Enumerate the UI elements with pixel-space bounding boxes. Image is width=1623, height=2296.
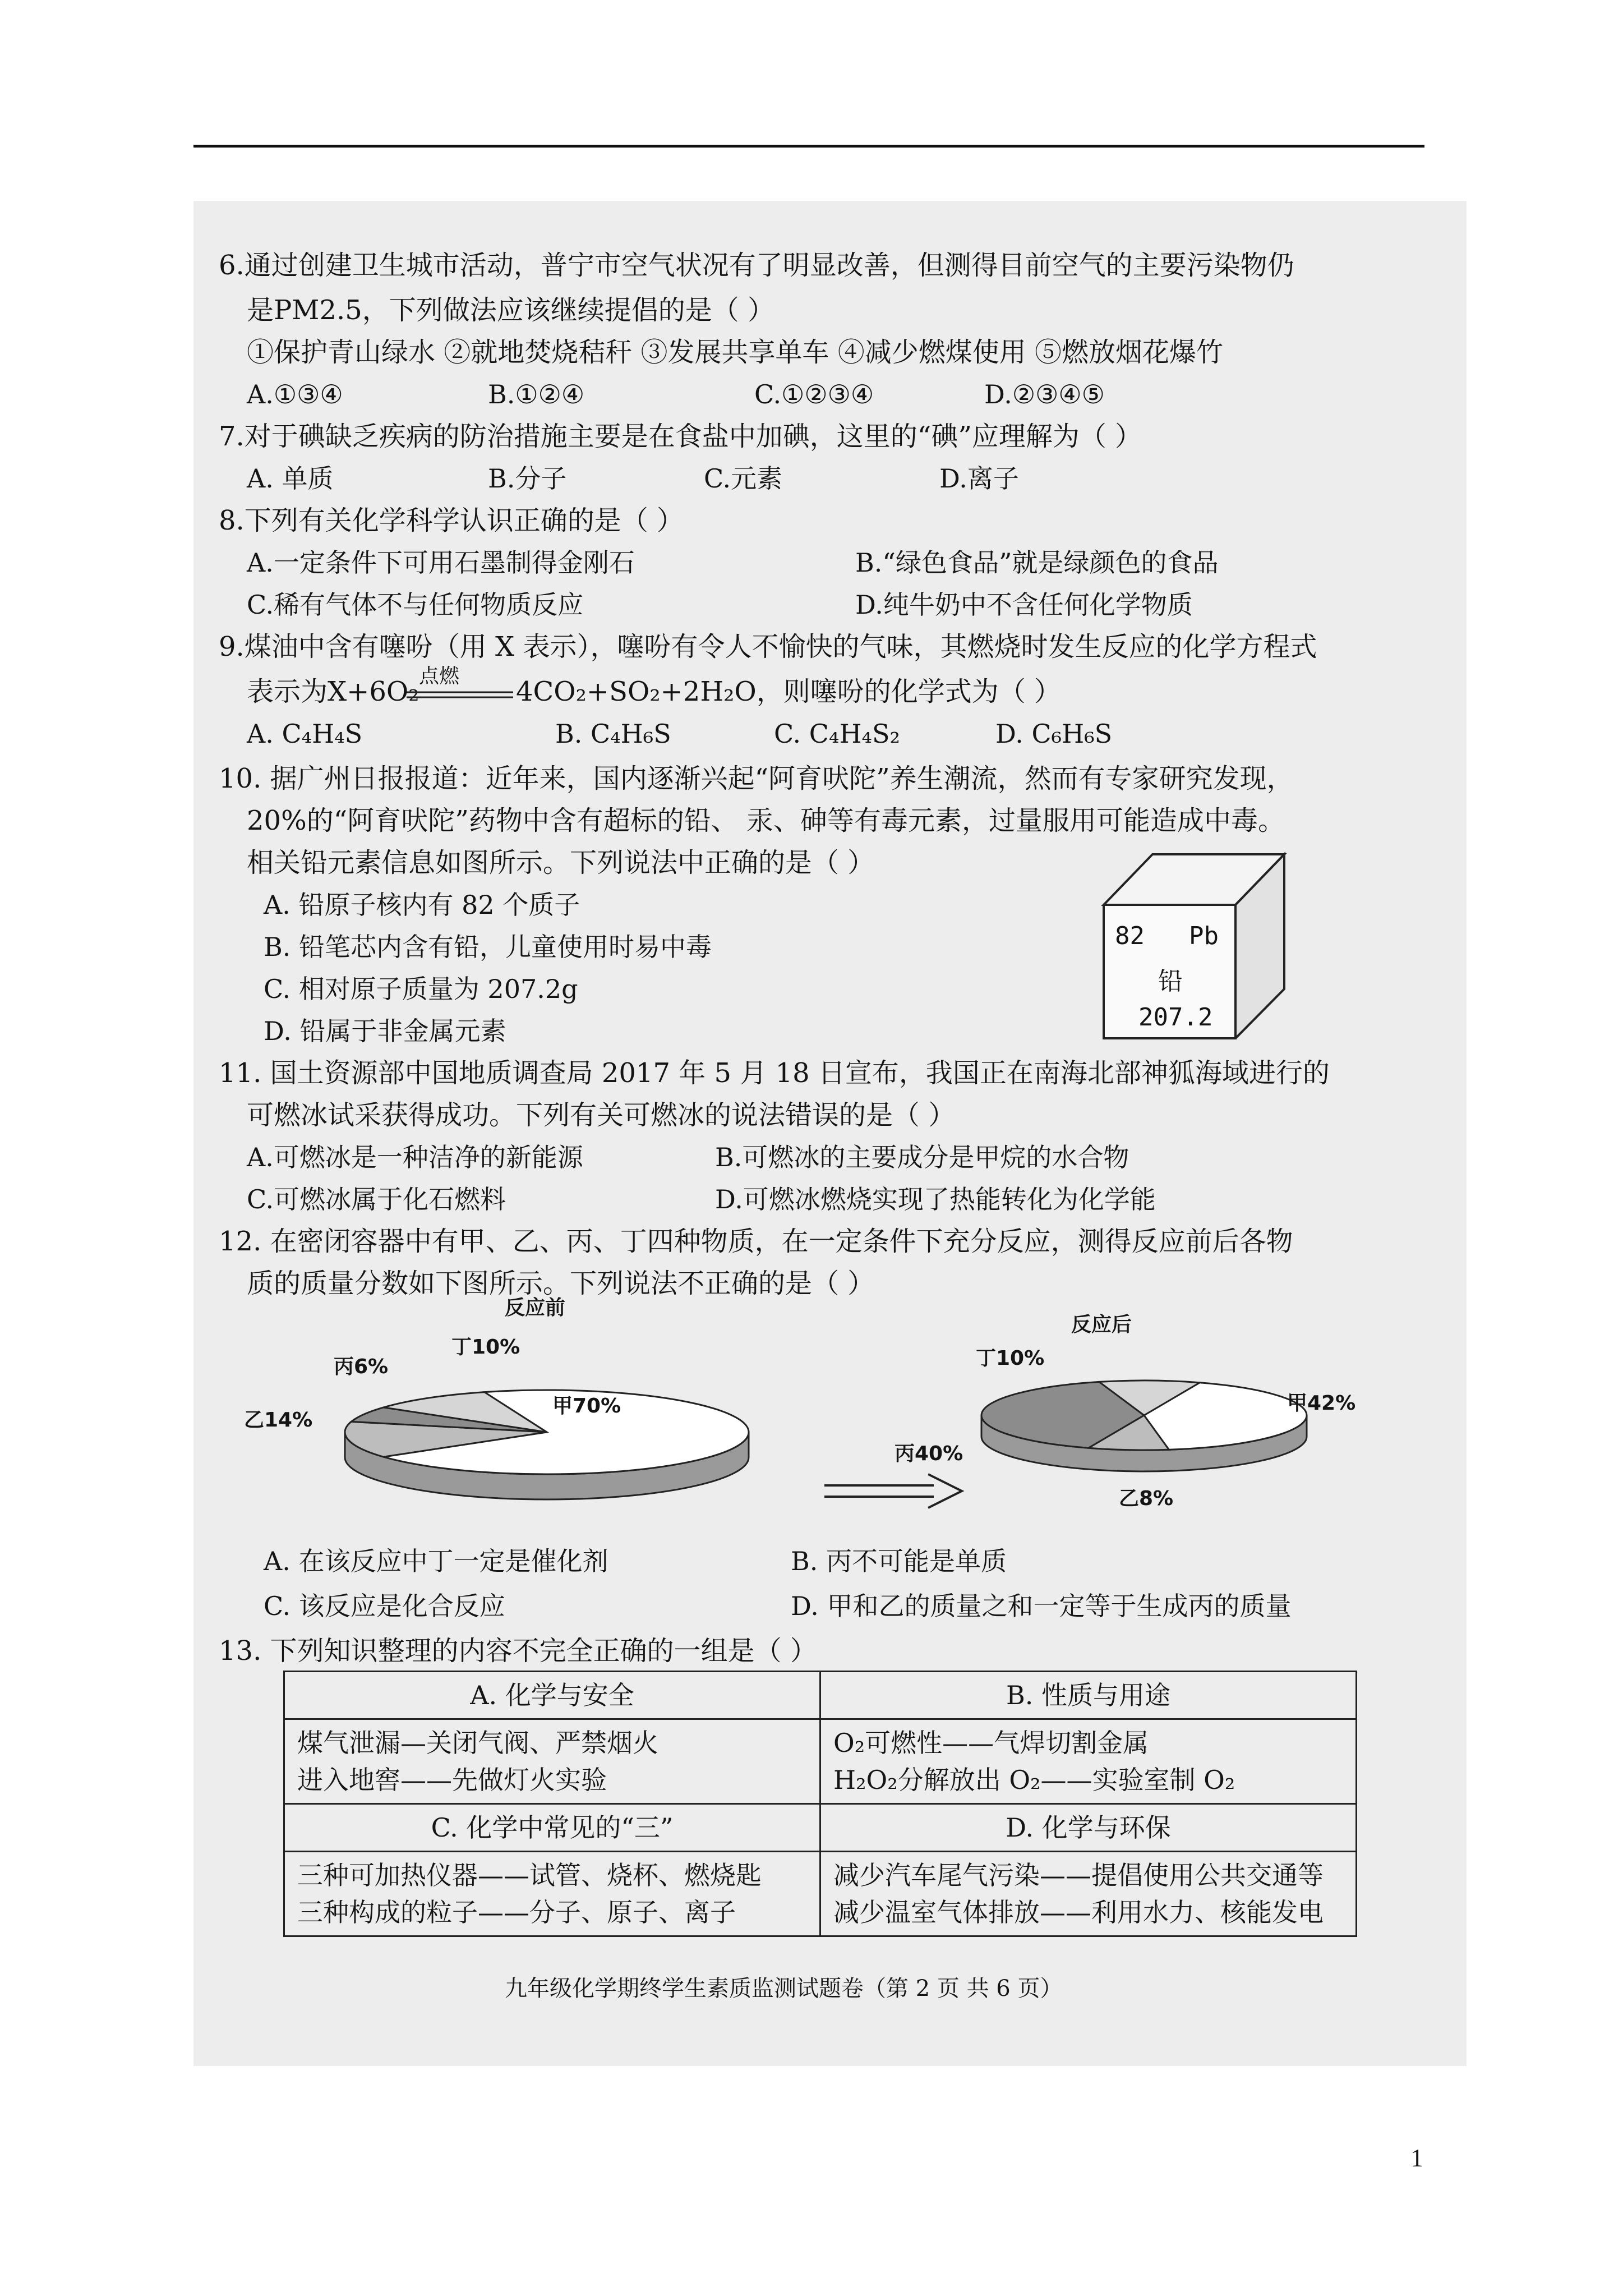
lead-element-card (1099, 849, 1290, 1039)
q11-option-a: A.可燃冰是一种洁净的新能源 (247, 1142, 583, 1172)
q13-cell-a-body (284, 1719, 820, 1804)
q6-option-d: D.②③④⑤ (984, 379, 1105, 409)
q7-option-b: B.分子 (488, 463, 567, 494)
q13-c-line1: 三种可加热仪器——试管、烧杯、燃烧匙 (297, 1860, 762, 1890)
q6-items: ①保护青山绿水 ②就地焚烧秸秆 ③发展共享单车 ④减少燃煤使用 ⑤燃放烟花爆竹 (247, 337, 1224, 368)
q10-stem-line1: 10. 据广州日报报道：近年来，国内逐渐兴起“阿育吠陀”养生潮流，然而有专家研究发现， (219, 763, 1294, 794)
q9-stem-line1: 9.煤油中含有噻吩（用 X 表示），噻吩有令人不愉快的气味，其燃烧时发生反应的化学方程式 (219, 631, 1317, 662)
q12-option-d: D. 甲和乙的质量之和一定等于生成丙的质量 (791, 1591, 1292, 1621)
q13-d-line1: 减少汽车尾气污染——提倡使用公共交通等 (833, 1860, 1324, 1890)
q6-option-c: C.①②③④ (754, 379, 874, 409)
scanned-exam-page (193, 201, 1467, 2066)
q13-cell-c-head: C. 化学中常见的“三” (284, 1804, 820, 1852)
q10-stem-line3: 相关铅元素信息如图所示。下列说法中正确的是（ ） (247, 847, 875, 878)
q10-option-b: B. 铅笔芯内含有铅，儿童使用时易中毒 (264, 932, 712, 962)
q9-equation-right: 4CO₂+SO₂+2H₂O，则噻吩的化学式为（ ） (516, 676, 1062, 707)
q7-option-a: A. 单质 (247, 463, 334, 494)
q13-knowledge-table (283, 1671, 1357, 1937)
pie-before-chart (334, 1384, 760, 1513)
q6-stem-line2: 是PM2.5，下列做法应该继续提倡的是（ ） (247, 295, 775, 326)
q7-option-d: D.离子 (939, 463, 1019, 494)
q13-a-line2: 进入地窖——先做灯火实验 (297, 1765, 607, 1795)
q12-option-a: A. 在该反应中丁一定是催化剂 (264, 1546, 608, 1576)
q7-stem: 7.对于碘缺乏疾病的防治措施主要是在食盐中加碘，这里的“碘”应理解为（ ） (219, 421, 1142, 452)
top-rule (193, 145, 1424, 148)
q11-stem-line2: 可燃冰试采获得成功。下列有关可燃冰的说法错误的是（ ） (247, 1099, 956, 1131)
q10-option-a: A. 铅原子核内有 82 个质子 (264, 890, 580, 920)
pie-after-chart (970, 1373, 1318, 1485)
element-symbol: Pb (1189, 922, 1219, 950)
pie-after-label-bing: 丙40% (895, 1442, 963, 1465)
q10-stem-line2: 20%的“阿育吠陀”药物中含有超标的铅、 汞、砷等有毒元素，过量服用可能造成中毒。 (247, 805, 1285, 836)
pie-before-title: 反应前 (505, 1296, 566, 1319)
q7-option-c: C.元素 (704, 463, 783, 494)
q12-option-c: C. 该反应是化合反应 (264, 1591, 505, 1621)
q9-option-a: A. C₄H₄S (247, 719, 363, 749)
q12-stem-line2: 质的质量分数如下图所示。下列说法不正确的是（ ） (247, 1268, 875, 1299)
q13-d-line2: 减少温室气体排放——利用水力、核能发电 (833, 1897, 1324, 1927)
pie-before-label-ding: 丁10% (451, 1336, 520, 1359)
q11-option-d: D.可燃冰燃烧实现了热能转化为化学能 (715, 1184, 1156, 1214)
pie-before-label-yi: 乙14% (244, 1409, 313, 1432)
pie-after-label-yi: 乙8% (1119, 1487, 1174, 1510)
q8-stem: 8.下列有关化学科学认识正确的是（ ） (219, 505, 684, 536)
q10-option-c: C. 相对原子质量为 207.2g (264, 974, 578, 1004)
reaction-arrow (822, 1471, 967, 1511)
pie-before-label-jia: 甲70% (552, 1395, 621, 1418)
q6-option-b: B.①②④ (488, 379, 585, 409)
q13-cell-d-head: D. 化学与环保 (820, 1804, 1357, 1852)
pie-after-label-ding: 丁10% (976, 1347, 1045, 1370)
q6-stem-line1: 6.通过创建卫生城市活动，普宁市空气状况有了明显改善，但测得目前空气的主要污染物仍 (219, 250, 1294, 281)
q9-equation-left: 表示为X+6O₂ (247, 676, 419, 707)
q9-option-b: B. C₄H₆S (555, 719, 671, 749)
page-footer: 九年级化学期终学生素质监测试题卷（第 2 页 共 6 页） (505, 1976, 1063, 2001)
q11-option-c: C.可燃冰属于化石燃料 (247, 1184, 506, 1214)
pie-after-label-jia: 甲42% (1287, 1392, 1356, 1415)
q13-stem: 13. 下列知识整理的内容不完全正确的一组是（ ） (219, 1635, 817, 1667)
page-number: 1 (1410, 2143, 1423, 2172)
q13-a-line1: 煤气泄漏—关闭气阀、严禁烟火 (297, 1728, 658, 1758)
q9-equation-double-bar (407, 690, 513, 701)
element-atomic-mass: 207.2 (1138, 1003, 1213, 1032)
q13-cell-d-body (820, 1852, 1357, 1936)
q8-option-a: A.一定条件下可用石墨制得金刚石 (247, 547, 635, 578)
q8-option-d: D.纯牛奶中不含任何化学物质 (855, 590, 1193, 620)
q6-option-a: A.①③④ (247, 379, 343, 409)
pie-after-title: 反应后 (1071, 1313, 1132, 1336)
q10-option-d: D. 铅属于非金属元素 (264, 1016, 506, 1046)
q13-c-line2: 三种构成的粒子——分子、原子、离子 (297, 1897, 736, 1927)
q8-option-b: B.“绿色食品”就是绿颜色的食品 (855, 547, 1219, 578)
q11-option-b: B.可燃冰的主要成分是甲烷的水合物 (715, 1142, 1129, 1172)
q8-option-c: C.稀有气体不与任何物质反应 (247, 590, 584, 620)
q12-stem-line1: 12. 在密闭容器中有甲、乙、丙、丁四种物质，在一定条件下充分反应，测得反应前后各物 (219, 1226, 1293, 1257)
element-atomic-number: 82 (1115, 922, 1145, 950)
q13-b-line2: H₂O₂分解放出 O₂——实验室制 O₂ (833, 1765, 1235, 1795)
q9-option-c: C. C₄H₄S₂ (774, 719, 900, 749)
q13-cell-b-head: B. 性质与用途 (820, 1672, 1357, 1719)
q11-stem-line1: 11. 国土资源部中国地质调查局 2017 年 5 月 18 日宣布，我国正在南海北部神狐海域进行的 (219, 1057, 1330, 1089)
pie-before-label-bing: 丙6% (334, 1355, 389, 1378)
q13-cell-a-head: A. 化学与安全 (284, 1672, 820, 1719)
q12-option-b: B. 丙不可能是单质 (791, 1546, 1007, 1576)
q13-cell-c-body (284, 1852, 820, 1936)
q13-b-line1: O₂可燃性——气焊切割金属 (833, 1728, 1149, 1758)
q13-cell-b-body (820, 1719, 1357, 1804)
q9-option-d: D. C₆H₆S (995, 719, 1113, 749)
element-name: 铅 (1158, 967, 1183, 996)
q9-equation-condition: 点燃 (419, 665, 460, 688)
